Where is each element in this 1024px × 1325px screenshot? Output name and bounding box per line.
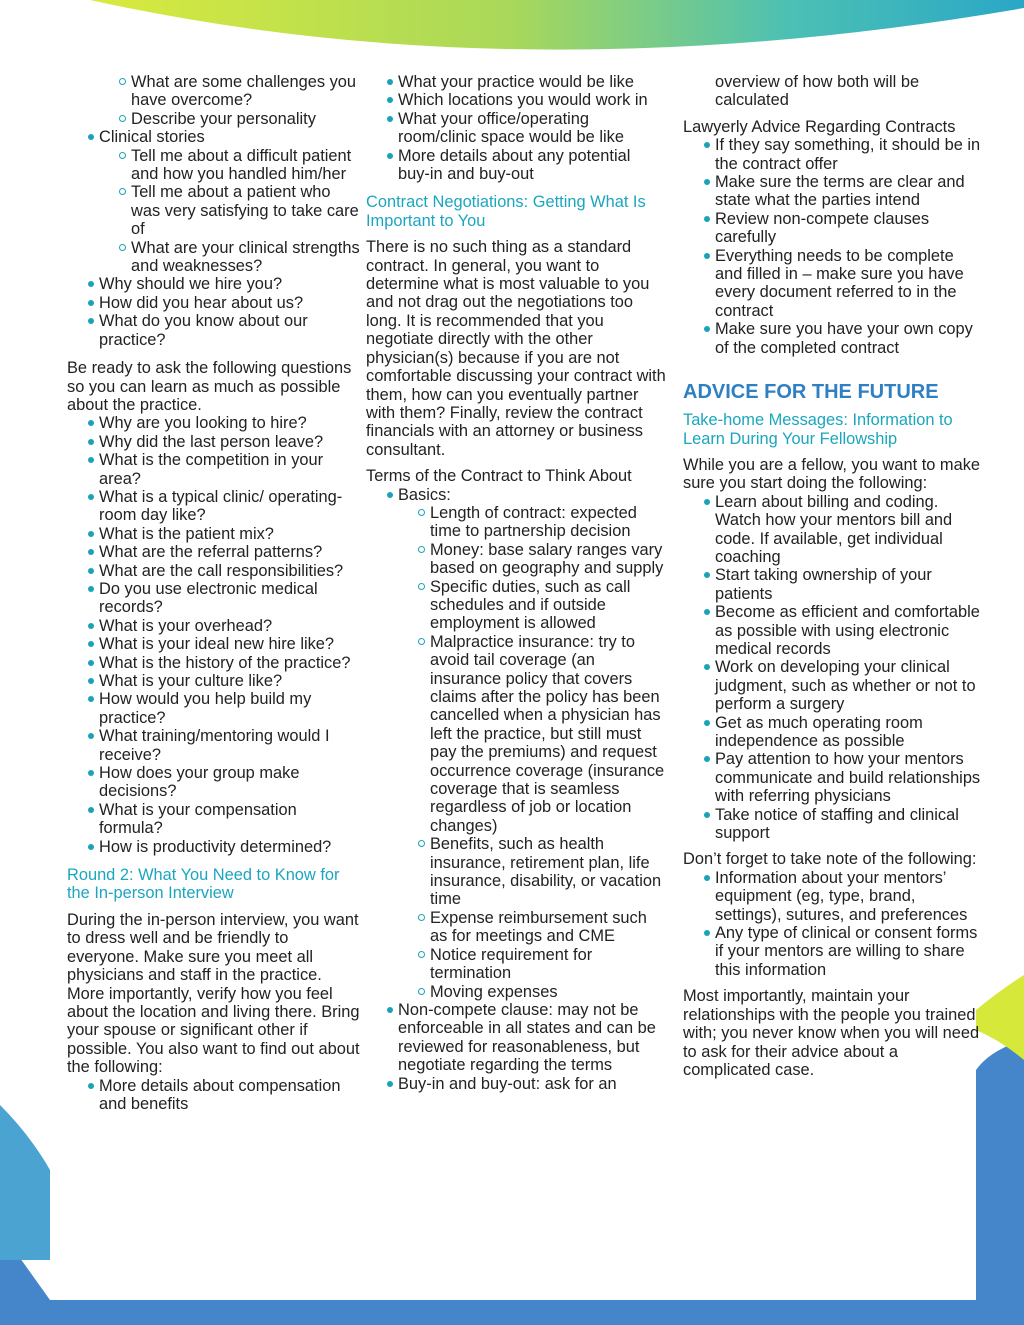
list-item: How did you hear about us? (67, 294, 362, 312)
lawyerly-label: Lawyerly Advice Regarding Contracts (683, 117, 956, 136)
lawyerly-list (683, 136, 983, 357)
note-list (683, 869, 983, 979)
list-item: Review non-compete clauses carefully (683, 210, 983, 247)
closing-text: Most importantly, maintain your relationships with the people you trained with; you never know when you will need to ask for their advice about a complicated case. (683, 987, 980, 1079)
clinical-stories-list (67, 128, 362, 146)
list-item: Moving expenses (366, 983, 666, 1001)
list-item: Tell me about a patient who was very satisfying to take care of (67, 183, 362, 238)
dont-forget-text: Don’t forget to take note of the following: (683, 850, 977, 869)
list-item: Work on developing your clinical judgment, such as whether or not to perform a surgery (683, 658, 983, 713)
list-item: Expense reimbursement such as for meetings and CME (366, 909, 666, 946)
list-item: What is a typical clinic/ operating-room day like? (67, 488, 362, 525)
list-item: What do you know about our practice? (67, 312, 362, 349)
advice-heading: ADVICE FOR THE FUTURE (683, 381, 939, 404)
list-item: More details about any potential buy-in and buy-out (366, 147, 666, 184)
list-item: What your practice would be like (366, 73, 666, 91)
list-item: Which locations you would work in (366, 91, 666, 109)
terms-label: Terms of the Contract to Think About (366, 467, 632, 486)
fellow-text: While you are a fellow, you want to make sure you start doing the following: (683, 455, 980, 493)
terms-list (366, 486, 666, 504)
round2-list (67, 1077, 362, 1114)
list-item: Start taking ownership of your patients (683, 566, 983, 603)
buyin-continued: overview of how both will be calculated (715, 73, 920, 110)
list-item: Information about your mentors’ equipment (eg, type, brand, settings), sutures, and preferences (683, 869, 983, 924)
terms-list-continued (366, 1001, 666, 1093)
list-item: What is the patient mix? (67, 525, 362, 543)
list-item: What is your culture like? (67, 672, 362, 690)
list-item: Take notice of staffing and clinical support (683, 806, 983, 843)
list-item: Do you use electronic medical records? (67, 580, 362, 617)
clinical-stories-subquestions (67, 147, 362, 276)
list-item: Buy-in and buy-out: ask for an (366, 1075, 666, 1093)
list-item: What are the referral patterns? (67, 543, 362, 561)
list-item: Pay attention to how your mentors communicate and build relationships with referring physicians (683, 750, 983, 805)
list-item: How is productivity determined? (67, 838, 362, 856)
list-item: Non-compete clause: may not be enforceable in all states and can be reviewed for reasonableness, but negotiate regarding the terms (366, 1001, 666, 1075)
list-item: Become as efficient and comfortable as possible with using electronic medical records (683, 603, 983, 658)
list-item: Tell me about a difficult patient and how you handled him/her (67, 147, 362, 184)
questions-to-ask-list (67, 414, 362, 856)
list-item: Why are you looking to hire? (67, 414, 362, 432)
list-item: Malpractice insurance: try to avoid tail coverage (an insurance policy that covers claims after the policy has been cancelled when a physician has left the practice, but still must pay the premiums) and request occurrence coverage (insurance coverage that is seamless regardless of job or location changes) (366, 633, 666, 835)
list-item: If they say something, it should be in the contract offer (683, 136, 983, 173)
column-1 (67, 73, 362, 1113)
negotiation-text: There is no such thing as a standard contract. In general, you want to determine what is most valuable to you and not drag out the negotiations too long. It is recommended that you negotiate directly with the other physician(s) because if you are not comfortable discussing your contract with them, how can you eventually partner with them? Finally, review the contract financials with an attorney or business consultant. (366, 238, 666, 459)
list-item: What is your overhead? (67, 617, 362, 635)
column-2 (366, 73, 666, 1093)
list-item: What are the call responsibilities? (67, 562, 362, 580)
list-item: What your office/operating room/clinic space would be like (366, 110, 666, 147)
list-item (67, 128, 362, 146)
list-item: What is the competition in your area? (67, 451, 362, 488)
round2-list-continued (366, 73, 666, 183)
list-item: What are your clinical strengths and weaknesses? (67, 239, 362, 276)
ask-intro: Be ready to ask the following questions so you can learn as much as possible about the practice. (67, 359, 352, 414)
interview-subquestions (67, 73, 362, 128)
list-item: Get as much operating room independence as possible (683, 714, 983, 751)
list-item: What is your ideal new hire like? (67, 635, 362, 653)
list-item: Make sure you have your own copy of the completed contract (683, 320, 983, 357)
list-item: Basics: (366, 486, 666, 504)
column-3 (683, 73, 983, 1079)
negotiation-heading: Contract Negotiations: Getting What Is Important to You (366, 193, 646, 230)
list-item: What training/mentoring would I receive? (67, 727, 362, 764)
list-item: Everything needs to be complete and filled in – make sure you have every document referred to in the contract (683, 247, 983, 321)
list-item: What is your compensation formula? (67, 801, 362, 838)
list-item: Money: base salary ranges vary based on geography and supply (366, 541, 666, 578)
general-questions-list (67, 275, 362, 349)
list-item: Specific duties, such as call schedules and if outside employment is allowed (366, 578, 666, 633)
list-item: Length of contract: expected time to partnership decision (366, 504, 666, 541)
list-item: Why did the last person leave? (67, 433, 362, 451)
list-item: More details about compensation and benefits (67, 1077, 362, 1114)
list-item: Describe your personality (67, 110, 362, 128)
list-item: Any type of clinical or consent forms if your mentors are willing to share this information (683, 924, 983, 979)
list-item: Learn about billing and coding. Watch how your mentors bill and code. If available, get individual coaching (683, 493, 983, 567)
list-item: What is the history of the practice? (67, 654, 362, 672)
list-item: How does your group make decisions? (67, 764, 362, 801)
clinical-stories-label: Clinical stories (99, 128, 205, 147)
list-item: What are some challenges you have overcome? (67, 73, 362, 110)
list-item: Make sure the terms are clear and state what the parties intend (683, 173, 983, 210)
fellow-list (683, 493, 983, 843)
list-item: How would you help build my practice? (67, 690, 362, 727)
takehome-heading: Take-home Messages: Information to Learn During Your Fellowship (683, 411, 953, 448)
round2-heading: Round 2: What You Need to Know for the In-person Interview (67, 866, 340, 903)
list-item: Benefits, such as health insurance, retirement plan, life insurance, disability, or vacation time (366, 835, 666, 909)
basics-sublist (366, 504, 666, 1001)
list-item: Notice requirement for termination (366, 946, 666, 983)
list-item: Why should we hire you? (67, 275, 362, 293)
round2-text: During the in-person interview, you want to dress well and be friendly to everyone. Make sure you meet all physicians and staff in the practice. More importantly, verify how you feel about the location and living there. Bring your spouse or significant other if possible. You also want to find out about the following: (67, 910, 360, 1077)
